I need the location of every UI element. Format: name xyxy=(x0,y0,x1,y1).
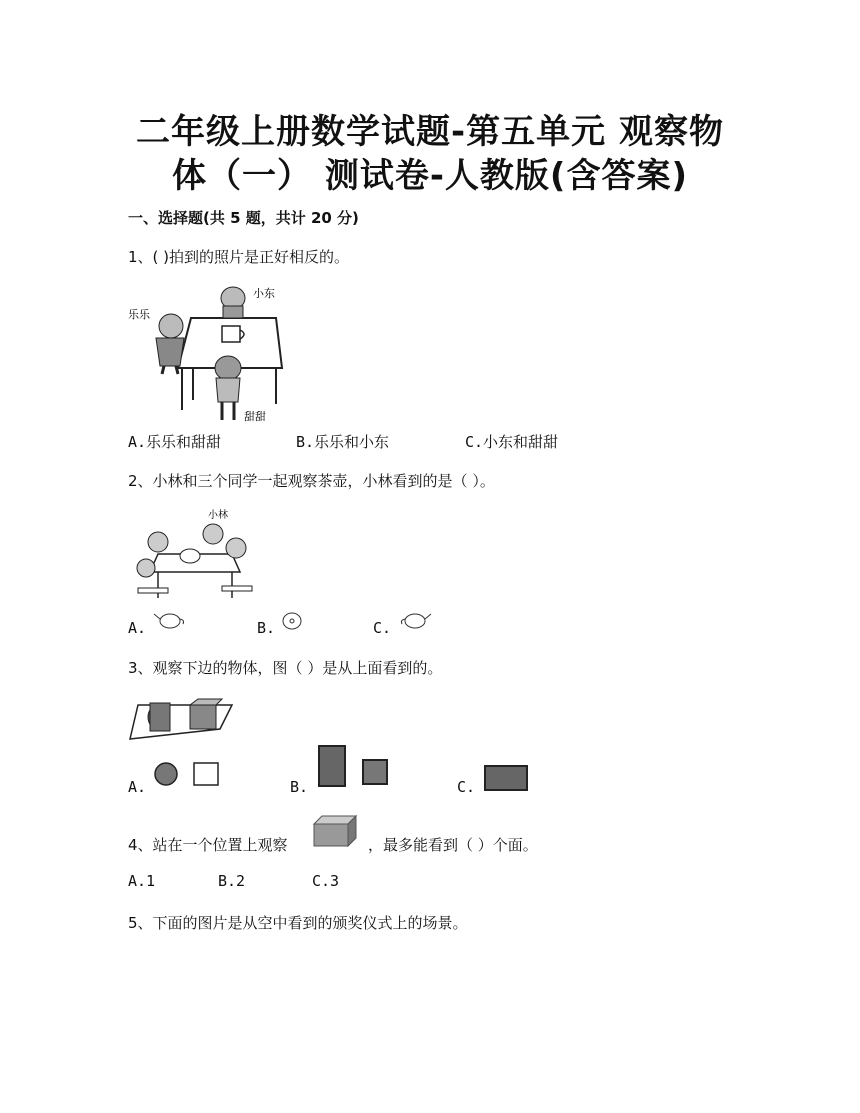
section-heading: 一、选择题(共 5 题，共计 20 分) xyxy=(128,209,359,227)
q2-option-a[interactable]: A. xyxy=(128,619,147,637)
teapot-side-view-icon xyxy=(153,610,187,630)
question-4-stem-start: 4、站在一个位置上观察 xyxy=(128,836,288,854)
q1-option-c[interactable]: C.小东和甜甜 xyxy=(465,433,559,451)
page-title-line-1: 二年级上册数学试题-第五单元 观察物 xyxy=(136,112,724,152)
figure-label-lele: 乐乐 xyxy=(128,308,150,321)
q3-option-b[interactable]: B. xyxy=(290,778,309,796)
q2-option-b[interactable]: B. xyxy=(257,619,276,637)
figure-label-xiaolin: 小林 xyxy=(208,510,228,521)
page-title-line-2: 体（一） 测试卷-人教版(含答案) xyxy=(171,156,689,196)
question-2-figure xyxy=(128,506,256,606)
question-3-stem: 3、观察下边的物体，图（ ）是从上面看到的。 xyxy=(128,659,443,677)
cuboid-icon xyxy=(310,814,360,848)
question-1-figure xyxy=(126,282,296,424)
question-1-stem: 1、( )拍到的照片是正好相反的。 xyxy=(128,248,350,266)
q3-option-a[interactable]: A. xyxy=(128,778,147,796)
q4-option-a[interactable]: A.1 xyxy=(128,872,156,890)
q2-option-c[interactable]: C. xyxy=(373,619,392,637)
question-5-stem: 5、下面的图片是从空中看到的颁奖仪式上的场景。 xyxy=(128,914,468,932)
figure-label-xiaodong: 小东 xyxy=(253,287,275,300)
wide-rectangle-view-icon xyxy=(483,764,531,792)
circle-and-square-view-icon xyxy=(152,760,222,790)
tall-rectangle-and-square-view-icon xyxy=(316,744,392,788)
q1-option-a[interactable]: A.乐乐和甜甜 xyxy=(128,433,222,451)
question-4-stem-end: ，最多能看到（ ）个面。 xyxy=(368,836,538,854)
teapot-side-view-mirrored-icon xyxy=(398,610,432,630)
question-3-figure xyxy=(128,693,236,743)
q3-option-c[interactable]: C. xyxy=(457,778,476,796)
q1-option-b[interactable]: B.乐乐和小东 xyxy=(296,433,390,451)
q4-option-b[interactable]: B.2 xyxy=(218,872,246,890)
q4-option-c[interactable]: C.3 xyxy=(312,872,340,890)
figure-label-tiantian: 甜甜 xyxy=(244,410,266,423)
teapot-front-view-icon xyxy=(280,609,304,631)
question-2-stem: 2、小林和三个同学一起观察茶壶，小林看到的是（ ）。 xyxy=(128,472,495,490)
